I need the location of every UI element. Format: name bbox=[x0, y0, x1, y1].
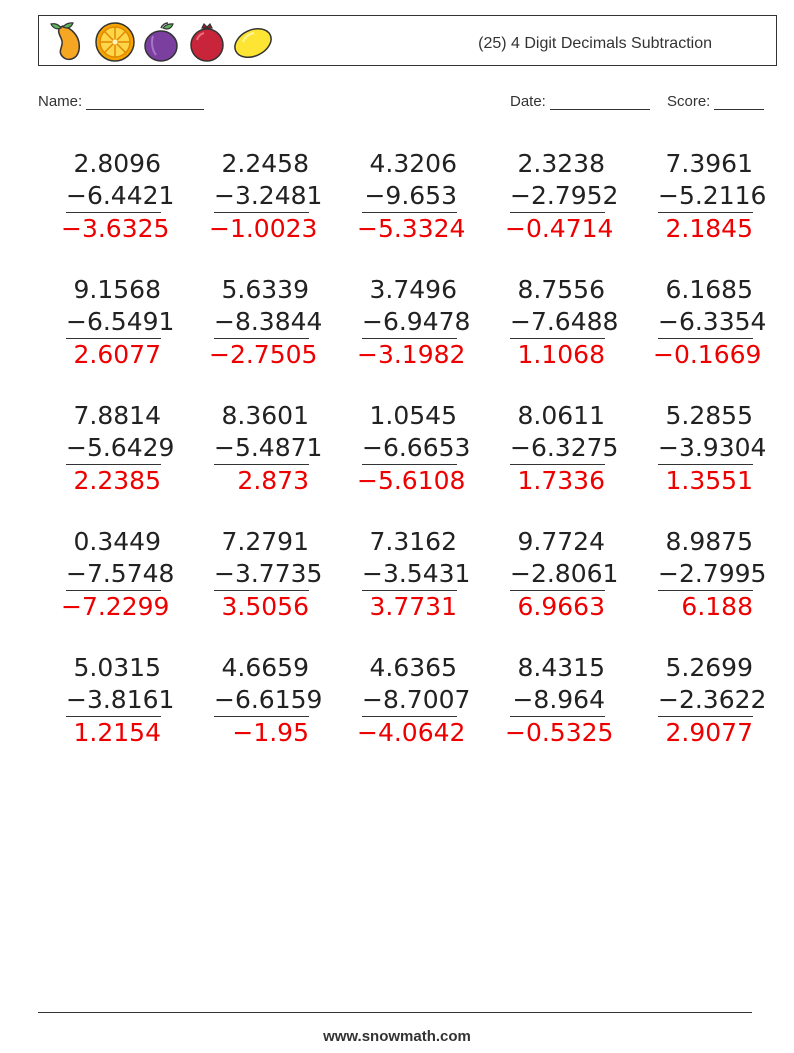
subtrahend: −6.3354 bbox=[658, 306, 753, 339]
problem bbox=[653, 148, 767, 245]
name-line bbox=[86, 95, 204, 110]
subtrahend: −2.7995 bbox=[658, 558, 753, 591]
problem bbox=[61, 274, 175, 371]
minuend: 8.4315 bbox=[517, 653, 605, 682]
answer: 3.5056 bbox=[221, 592, 309, 621]
minuend: 0.3449 bbox=[73, 527, 161, 556]
mango-icon bbox=[47, 20, 91, 64]
problem bbox=[357, 526, 471, 623]
minuend: 8.0611 bbox=[517, 401, 605, 430]
minuend: 2.3238 bbox=[517, 149, 605, 178]
answer: −0.4714 bbox=[505, 214, 614, 243]
subtrahend: −5.6429 bbox=[66, 432, 161, 465]
problem bbox=[505, 526, 619, 623]
orange-icon bbox=[93, 20, 137, 64]
problem bbox=[653, 400, 767, 497]
subtrahend: −6.6653 bbox=[362, 432, 457, 465]
answer: 2.1845 bbox=[665, 214, 753, 243]
problem bbox=[209, 526, 323, 623]
score-line bbox=[714, 95, 764, 110]
problem-row bbox=[38, 400, 778, 526]
minuend: 2.8096 bbox=[73, 149, 161, 178]
subtrahend: −6.9478 bbox=[362, 306, 457, 339]
header-box bbox=[38, 15, 777, 66]
worksheet-title: (25) 4 Digit Decimals Subtraction bbox=[478, 35, 712, 52]
footer-divider bbox=[38, 1012, 752, 1013]
name-label: Name: bbox=[38, 93, 83, 110]
answer: −0.1669 bbox=[653, 340, 762, 369]
date-field bbox=[510, 93, 650, 110]
subtrahend: −7.6488 bbox=[510, 306, 605, 339]
problem bbox=[357, 148, 466, 245]
subtrahend: −5.2116 bbox=[658, 180, 753, 213]
subtrahend: −6.3275 bbox=[510, 432, 605, 465]
answer: −1.0023 bbox=[209, 214, 318, 243]
minuend: 8.9875 bbox=[665, 527, 753, 556]
answer: 2.6077 bbox=[73, 340, 161, 369]
subtrahend: −3.8161 bbox=[66, 684, 161, 717]
answer: −5.3324 bbox=[357, 214, 466, 243]
problem bbox=[505, 148, 619, 245]
subtrahend: −3.5431 bbox=[362, 558, 457, 591]
minuend: 3.7496 bbox=[369, 275, 457, 304]
answer: −3.1982 bbox=[357, 340, 466, 369]
minuend: 7.2791 bbox=[221, 527, 309, 556]
subtrahend: −3.7735 bbox=[214, 558, 309, 591]
minuend: 8.7556 bbox=[517, 275, 605, 304]
problem bbox=[61, 652, 175, 749]
answer: 2.2385 bbox=[73, 466, 161, 495]
minuend: 7.3961 bbox=[665, 149, 753, 178]
answer: −5.6108 bbox=[357, 466, 466, 495]
subtrahend: −2.8061 bbox=[510, 558, 605, 591]
answer: 2.873 bbox=[237, 466, 309, 495]
answer: −2.7505 bbox=[209, 340, 318, 369]
answer: 1.7336 bbox=[517, 466, 605, 495]
problem bbox=[653, 526, 767, 623]
minuend: 4.6659 bbox=[221, 653, 309, 682]
fruit-icons bbox=[47, 20, 277, 64]
subtrahend: −3.2481 bbox=[214, 180, 309, 213]
problem bbox=[61, 526, 175, 623]
minuend: 9.7724 bbox=[517, 527, 605, 556]
problem-grid bbox=[38, 148, 778, 778]
answer: 1.2154 bbox=[73, 718, 161, 747]
subtrahend: −5.4871 bbox=[214, 432, 309, 465]
problem bbox=[357, 652, 471, 749]
problem bbox=[653, 652, 767, 749]
subtrahend: −3.9304 bbox=[658, 432, 753, 465]
problem-row bbox=[38, 526, 778, 652]
problem-row bbox=[38, 274, 778, 400]
minuend: 4.3206 bbox=[369, 149, 457, 178]
answer: 6.9663 bbox=[517, 592, 605, 621]
problem bbox=[209, 652, 323, 749]
problem bbox=[61, 400, 175, 497]
problem bbox=[209, 400, 323, 497]
minuend: 5.6339 bbox=[221, 275, 309, 304]
subtrahend: −2.3622 bbox=[658, 684, 753, 717]
lemon-icon bbox=[231, 20, 275, 64]
problem bbox=[357, 274, 471, 371]
minuend: 6.1685 bbox=[665, 275, 753, 304]
problem bbox=[505, 400, 619, 497]
answer: 2.9077 bbox=[665, 718, 753, 747]
answer: 6.188 bbox=[681, 592, 753, 621]
problem bbox=[505, 274, 619, 371]
answer: 1.1068 bbox=[517, 340, 605, 369]
answer: −0.5325 bbox=[505, 718, 614, 747]
score-label: Score: bbox=[667, 93, 711, 110]
minuend: 2.2458 bbox=[221, 149, 309, 178]
minuend: 4.6365 bbox=[369, 653, 457, 682]
minuend: 9.1568 bbox=[73, 275, 161, 304]
minuend: 8.3601 bbox=[221, 401, 309, 430]
subtrahend: −6.6159 bbox=[214, 684, 309, 717]
minuend: 5.2699 bbox=[665, 653, 753, 682]
subtrahend: −2.7952 bbox=[510, 180, 605, 213]
minuend: 5.0315 bbox=[73, 653, 161, 682]
footer-site[interactable]: www.snowmath.com bbox=[323, 1028, 471, 1045]
problem bbox=[209, 148, 323, 245]
answer: −4.0642 bbox=[357, 718, 466, 747]
problem-row bbox=[38, 148, 778, 274]
pomegranate-icon bbox=[185, 20, 229, 64]
score-field bbox=[667, 93, 764, 110]
name-field bbox=[38, 93, 204, 110]
subtrahend: −6.5491 bbox=[66, 306, 161, 339]
subtrahend: −9.653 bbox=[362, 180, 457, 213]
plum-icon bbox=[139, 20, 183, 64]
problem bbox=[209, 274, 323, 371]
subtrahend: −8.964 bbox=[510, 684, 605, 717]
minuend: 5.2855 bbox=[665, 401, 753, 430]
subtrahend: −7.5748 bbox=[66, 558, 161, 591]
date-line bbox=[550, 95, 650, 110]
subtrahend: −6.4421 bbox=[66, 180, 161, 213]
date-label: Date: bbox=[510, 93, 546, 110]
answer: 1.3551 bbox=[665, 466, 753, 495]
problem bbox=[357, 400, 471, 497]
minuend: 7.8814 bbox=[73, 401, 161, 430]
problem bbox=[653, 274, 767, 371]
problem bbox=[61, 148, 175, 245]
problem bbox=[505, 652, 614, 749]
problem-row bbox=[38, 652, 778, 778]
subtrahend: −8.3844 bbox=[214, 306, 309, 339]
answer: 3.7731 bbox=[369, 592, 457, 621]
answer: −3.6325 bbox=[61, 214, 170, 243]
subtrahend: −8.7007 bbox=[362, 684, 457, 717]
answer: −7.2299 bbox=[61, 592, 170, 621]
minuend: 7.3162 bbox=[369, 527, 457, 556]
minuend: 1.0545 bbox=[369, 401, 457, 430]
answer: −1.95 bbox=[232, 718, 309, 747]
